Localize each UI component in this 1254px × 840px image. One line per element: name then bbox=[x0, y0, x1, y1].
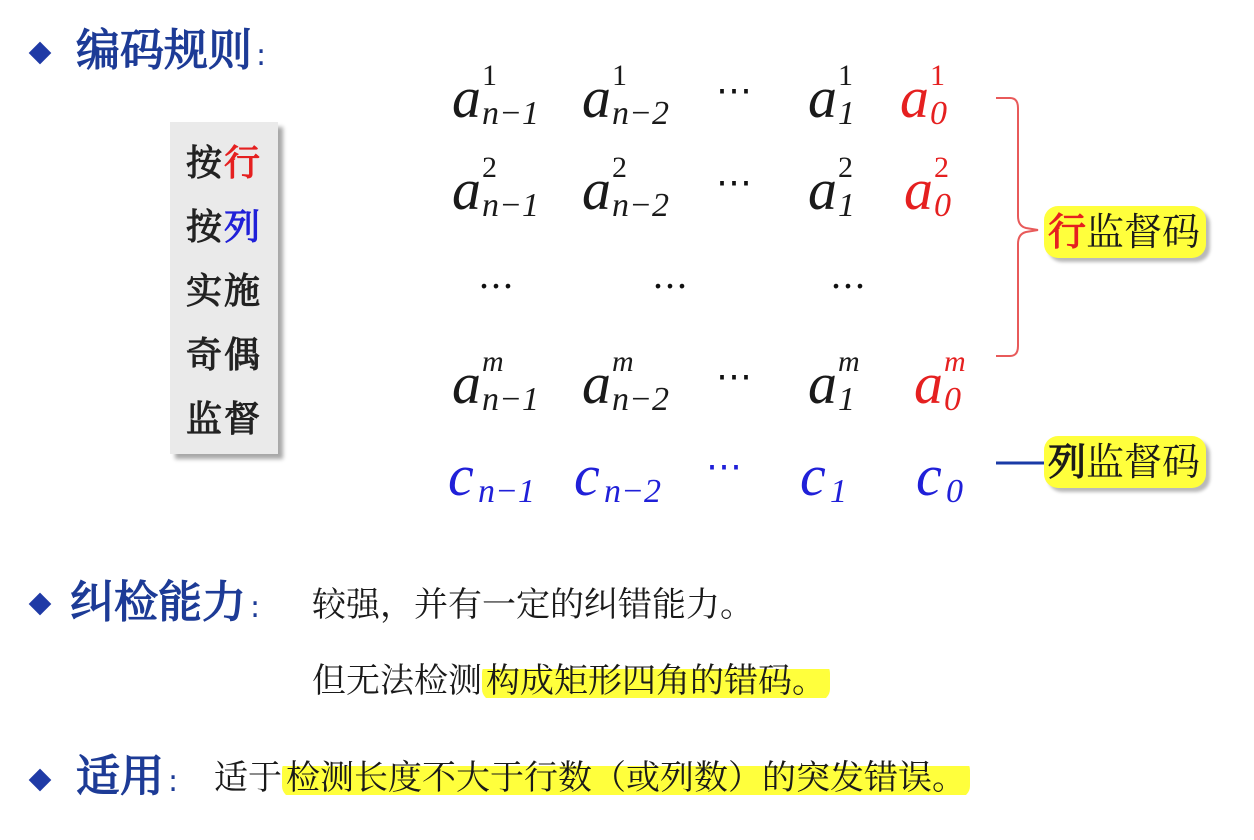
matrix-a-m-n2: a m n−2 bbox=[582, 345, 669, 418]
matrix-hdots: ⋯ bbox=[716, 70, 756, 111]
note-line-implement: 实施 bbox=[186, 271, 263, 312]
row-parity-label bbox=[1044, 206, 1206, 258]
matrix-row-ellipsis: … bbox=[478, 256, 518, 297]
label-text: 监督码 bbox=[1086, 440, 1201, 484]
matrix-a-m-1: a m 1 bbox=[808, 345, 860, 418]
note-text: 按 bbox=[186, 143, 225, 184]
matrix-a-1-1: a 1 1 bbox=[808, 59, 855, 132]
matrix-hdots: ⋯ bbox=[716, 356, 756, 397]
bullet-diamond-icon bbox=[29, 769, 52, 792]
heading-colon: : bbox=[168, 764, 179, 799]
heading-text: 纠检能力 bbox=[70, 577, 246, 628]
column-parity-label bbox=[1044, 436, 1206, 488]
note-line-row bbox=[186, 144, 276, 184]
text-highlight: 构成矩形四角的错码。 bbox=[482, 661, 830, 701]
section-heading-correction-capability bbox=[70, 578, 260, 633]
capability-text-line2 bbox=[312, 659, 830, 703]
text-plain: 但无法检测 bbox=[312, 661, 482, 701]
note-keyword-row: 行 bbox=[224, 143, 263, 184]
matrix-a-2-1: a 2 1 bbox=[808, 151, 855, 224]
label-text: 监督码 bbox=[1086, 210, 1201, 254]
label-key-row: 行 bbox=[1048, 210, 1087, 254]
heading-colon: : bbox=[250, 590, 261, 625]
matrix-a-1-n2: a 1 n−2 bbox=[582, 59, 669, 132]
matrix-c-0: c 0 bbox=[916, 443, 963, 510]
matrix-row-ellipsis: … bbox=[652, 256, 692, 297]
bullet-diamond-icon bbox=[29, 593, 52, 616]
matrix-row-ellipsis: … bbox=[830, 256, 870, 297]
row-parity-brace bbox=[994, 96, 1044, 360]
heading-text: 编码规则 bbox=[76, 25, 252, 76]
matrix-hdots: ⋯ bbox=[706, 446, 746, 487]
text-highlight: 检测长度不大于行数（或列数）的突发错误。 bbox=[282, 758, 970, 798]
heading-colon: : bbox=[256, 38, 267, 73]
capability-text-line1: 较强，并有一定的纠错能力。 bbox=[312, 585, 754, 625]
bullet-diamond-icon bbox=[29, 42, 52, 65]
text-plain: 适于 bbox=[214, 758, 282, 798]
matrix-c-n1: c n−1 bbox=[448, 443, 535, 510]
matrix-a-2-n2: a 2 n−2 bbox=[582, 151, 669, 224]
section-heading-applicability bbox=[76, 752, 178, 807]
note-line-column bbox=[186, 208, 276, 248]
matrix-a-m-n1: a m n−1 bbox=[452, 345, 539, 418]
matrix-a-1-n1: a 1 n−1 bbox=[452, 59, 539, 132]
note-line-supervise: 监督 bbox=[186, 399, 263, 440]
applicability-text bbox=[214, 756, 970, 800]
matrix-hdots: ⋯ bbox=[716, 162, 756, 203]
note-text: 按 bbox=[186, 207, 225, 248]
method-note-box bbox=[170, 122, 278, 454]
section-heading-encoding-rules bbox=[76, 26, 266, 81]
matrix-a-2-0-parity: a 2 0 bbox=[904, 151, 951, 224]
matrix-c-n2: c n−2 bbox=[574, 443, 661, 510]
matrix-c-1: c 1 bbox=[800, 443, 847, 510]
note-keyword-column: 列 bbox=[224, 207, 263, 248]
note-line-parity: 奇偶 bbox=[186, 335, 263, 376]
matrix-a-1-0-parity: a 1 0 bbox=[900, 59, 947, 132]
matrix-a-m-0-parity: a m 0 bbox=[914, 345, 966, 418]
matrix-a-2-n1: a 2 n−1 bbox=[452, 151, 539, 224]
label-key-column: 列 bbox=[1048, 440, 1087, 484]
heading-text: 适用 bbox=[76, 751, 164, 802]
